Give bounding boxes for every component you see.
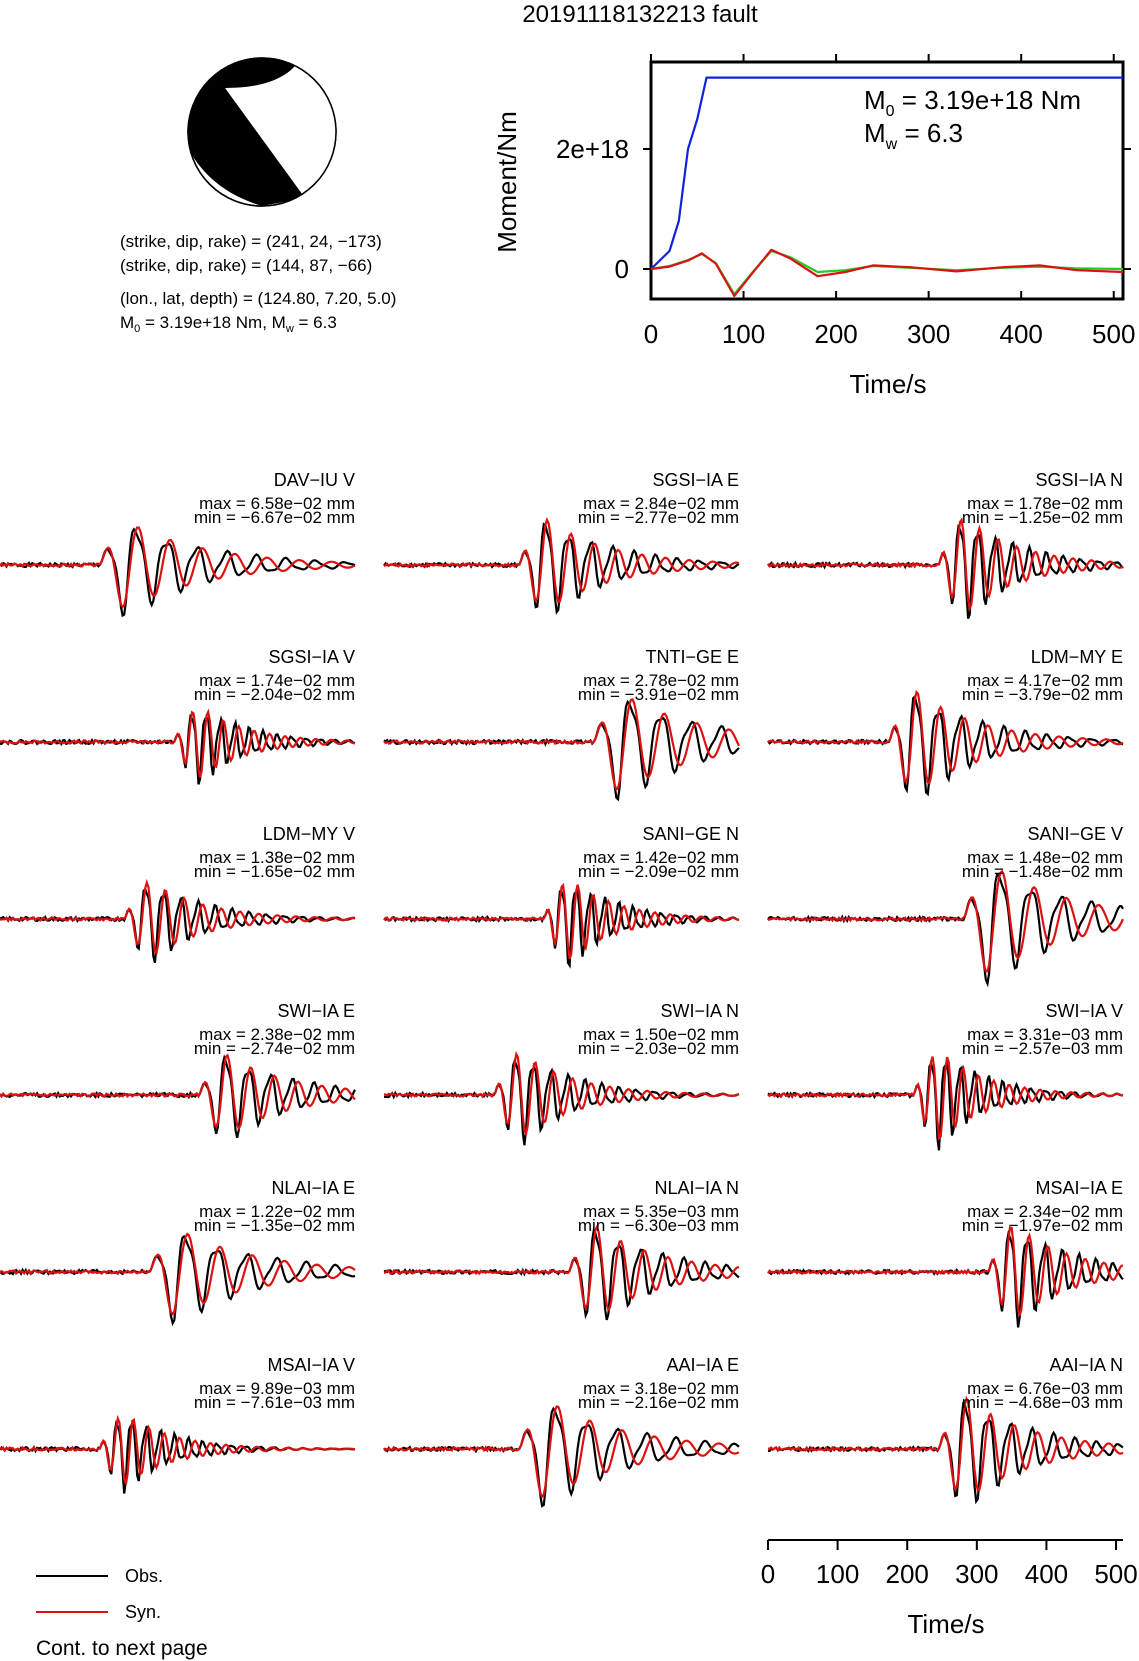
moment-series-2 xyxy=(651,250,1123,296)
synthetic-trace xyxy=(768,1057,1123,1139)
moment-x-axis-label: Time/s xyxy=(849,369,927,399)
waveform-panel xyxy=(768,470,1123,619)
waveform-panel xyxy=(384,647,739,799)
waveform-panel xyxy=(384,1001,739,1145)
legend-obs-label: Obs. xyxy=(125,1566,164,1586)
station-label: AAI−IA E xyxy=(666,1355,739,1375)
waveform-panel xyxy=(0,824,355,963)
moment-x-tick-label: 400 xyxy=(999,319,1043,349)
synthetic-trace xyxy=(768,520,1123,608)
moment-magnitude-line: $M_0 = 3.19e+18$ Nm, $M_w = 6.3$ xyxy=(120,313,337,335)
observed-trace xyxy=(0,529,355,615)
station-label: SWI−IA N xyxy=(660,1001,739,1021)
waveform-panel xyxy=(0,1001,355,1138)
observed-trace xyxy=(0,1423,355,1493)
legend-syn-label: Syn. xyxy=(125,1602,162,1622)
waveform-panel xyxy=(384,1355,739,1506)
min-amplitude-label: min = −2.77e−02 mm xyxy=(577,508,739,527)
min-amplitude-label: min = −2.57e−03 mm xyxy=(961,1039,1123,1058)
station-label: SGSI−IA N xyxy=(1035,470,1123,490)
waveform-x-tick-label: 300 xyxy=(955,1559,999,1589)
strike-dip-rake-2: (strike, dip, rake) = (144, 87, −66) xyxy=(120,256,373,275)
continuation-note: Cont. to next page xyxy=(36,1637,208,1660)
max-amplitude-label: max = 2.34e−02 mm xyxy=(967,1202,1123,1221)
max-amplitude-label: max = 1.38e−02 mm xyxy=(199,848,355,867)
synthetic-trace xyxy=(0,1055,355,1128)
waveform-x-tick-label: 200 xyxy=(885,1559,929,1589)
legend xyxy=(36,1566,163,1622)
max-amplitude-label: max = 1.74e−02 mm xyxy=(199,671,355,690)
min-amplitude-label: min = −1.97e−02 mm xyxy=(961,1216,1123,1235)
observed-trace xyxy=(0,717,355,785)
station-label: MSAI−IA E xyxy=(1035,1178,1123,1198)
station-label: NLAI−IA E xyxy=(271,1178,355,1198)
moment-x-tick-label: 100 xyxy=(721,319,766,349)
min-amplitude-label: min = −1.25e−02 mm xyxy=(961,508,1123,527)
waveform-panel xyxy=(768,824,1123,984)
waveform-panel xyxy=(384,1178,739,1320)
max-amplitude-label: max = 3.31e−03 mm xyxy=(967,1025,1123,1044)
synthetic-trace xyxy=(384,699,739,789)
waveform-panel xyxy=(384,470,739,612)
waveform-x-tick-label: 0 xyxy=(760,1559,776,1589)
max-amplitude-label: max = 2.84e−02 mm xyxy=(583,494,739,513)
waveform-panel xyxy=(768,1001,1123,1150)
min-amplitude-label: min = −7.61e−03 mm xyxy=(193,1393,355,1412)
min-amplitude-label: min = −2.04e−02 mm xyxy=(193,685,355,704)
synthetic-trace xyxy=(384,1227,739,1310)
station-label: NLAI−IA N xyxy=(654,1178,739,1198)
synthetic-trace xyxy=(768,1399,1123,1490)
min-amplitude-label: min = −1.65e−02 mm xyxy=(193,862,355,881)
waveform-x-axis-label: Time/s xyxy=(907,1609,985,1639)
max-amplitude-label: max = 2.38e−02 mm xyxy=(199,1025,355,1044)
synthetic-trace xyxy=(0,527,355,607)
observed-trace xyxy=(768,875,1123,984)
max-amplitude-label: max = 1.22e−02 mm xyxy=(199,1202,355,1221)
max-amplitude-label: max = 1.42e−02 mm xyxy=(583,848,739,867)
station-label: SGSI−IA V xyxy=(268,647,355,667)
min-amplitude-label: min = −1.48e−02 mm xyxy=(961,862,1123,881)
station-label: SWI−IA E xyxy=(277,1001,355,1021)
moment-x-tick-label: 0 xyxy=(643,319,659,349)
max-amplitude-label: max = 9.89e−03 mm xyxy=(199,1379,355,1398)
waveform-panel xyxy=(768,1178,1123,1327)
observed-trace xyxy=(384,1061,739,1145)
waveform-panel xyxy=(0,1178,355,1323)
waveform-x-tick-label: 100 xyxy=(815,1559,860,1589)
min-amplitude-label: min = −4.68e−03 mm xyxy=(961,1393,1123,1412)
min-amplitude-label: min = −6.30e−03 mm xyxy=(577,1216,739,1235)
station-label: LDM−MY V xyxy=(262,824,355,844)
waveform-grid xyxy=(0,470,1123,1506)
min-amplitude-label: min = −1.35e−02 mm xyxy=(193,1216,355,1235)
waveform-panel xyxy=(0,647,355,784)
moment-annotation-mw: $M_w = 6.3$ xyxy=(864,118,964,153)
waveform-panel xyxy=(384,824,739,965)
waveform-x-tick-label: 500 xyxy=(1094,1559,1138,1589)
station-label: TNTI−GE E xyxy=(645,647,739,667)
moment-x-tick-label: 200 xyxy=(814,319,858,349)
station-label: SGSI−IA E xyxy=(652,470,739,490)
max-amplitude-label: max = 5.35e−03 mm xyxy=(583,1202,739,1221)
min-amplitude-label: min = −3.91e−02 mm xyxy=(577,685,739,704)
min-amplitude-label: min = −2.16e−02 mm xyxy=(577,1393,739,1412)
moment-y-axis-label: Moment/Nm xyxy=(492,111,522,253)
min-amplitude-label: min = −2.09e−02 mm xyxy=(577,862,739,881)
max-amplitude-label: max = 4.17e−02 mm xyxy=(967,671,1123,690)
waveform-time-axis xyxy=(761,1540,1138,1639)
beachball-diagram xyxy=(180,40,340,206)
moment-y-tick-label: 2e+18 xyxy=(555,134,629,164)
moment-annotation-m0: $M_0 = 3.19e+18$ Nm xyxy=(864,85,1082,120)
max-amplitude-label: max = 6.76e−03 mm xyxy=(967,1379,1123,1398)
min-amplitude-label: min = −3.79e−02 mm xyxy=(961,685,1123,704)
observed-trace xyxy=(0,1058,355,1138)
strike-dip-rake-1: (strike, dip, rake) = (241, 24, −173) xyxy=(120,232,382,251)
observed-trace xyxy=(768,527,1123,619)
waveform-panel xyxy=(768,1355,1123,1501)
min-amplitude-label: min = −2.74e−02 mm xyxy=(193,1039,355,1058)
station-label: SANI−GE N xyxy=(642,824,739,844)
observed-trace xyxy=(768,1234,1123,1328)
station-label: MSAI−IA V xyxy=(267,1355,355,1375)
station-label: SWI−IA V xyxy=(1045,1001,1123,1021)
mechanism-info xyxy=(120,232,396,335)
lon-lat-depth: (lon., lat, depth) = (124.80, 7.20, 5.0) xyxy=(120,289,397,308)
synthetic-trace xyxy=(768,1228,1123,1316)
observed-trace xyxy=(384,892,739,966)
station-label: DAV−IU V xyxy=(273,470,355,490)
waveform-panel xyxy=(768,647,1123,794)
max-amplitude-label: max = 1.48e−02 mm xyxy=(967,848,1123,867)
waveform-x-tick-label: 400 xyxy=(1024,1559,1069,1589)
station-label: SANI−GE V xyxy=(1027,824,1123,844)
moment-rate-plot xyxy=(492,54,1135,399)
max-amplitude-label: max = 1.50e−02 mm xyxy=(583,1025,739,1044)
moment-x-tick-label: 300 xyxy=(906,319,951,349)
max-amplitude-label: max = 2.78e−02 mm xyxy=(583,671,739,690)
station-label: LDM−MY E xyxy=(1030,647,1123,667)
synthetic-trace xyxy=(384,1054,739,1134)
waveform-panel xyxy=(0,1355,355,1494)
station-label: AAI−IA N xyxy=(1049,1355,1123,1375)
max-amplitude-label: max = 1.78e−02 mm xyxy=(967,494,1123,513)
min-amplitude-label: min = −6.67e−02 mm xyxy=(193,508,355,527)
min-amplitude-label: min = −2.03e−02 mm xyxy=(577,1039,739,1058)
moment-y-tick-label: 0 xyxy=(614,254,629,284)
max-amplitude-label: max = 6.58e−02 mm xyxy=(199,494,355,513)
max-amplitude-label: max = 3.18e−02 mm xyxy=(583,1379,739,1398)
figure-title: 20191118132213 fault xyxy=(522,1,758,28)
waveform-panel xyxy=(0,470,355,616)
moment-x-tick-label: 500 xyxy=(1092,319,1136,349)
